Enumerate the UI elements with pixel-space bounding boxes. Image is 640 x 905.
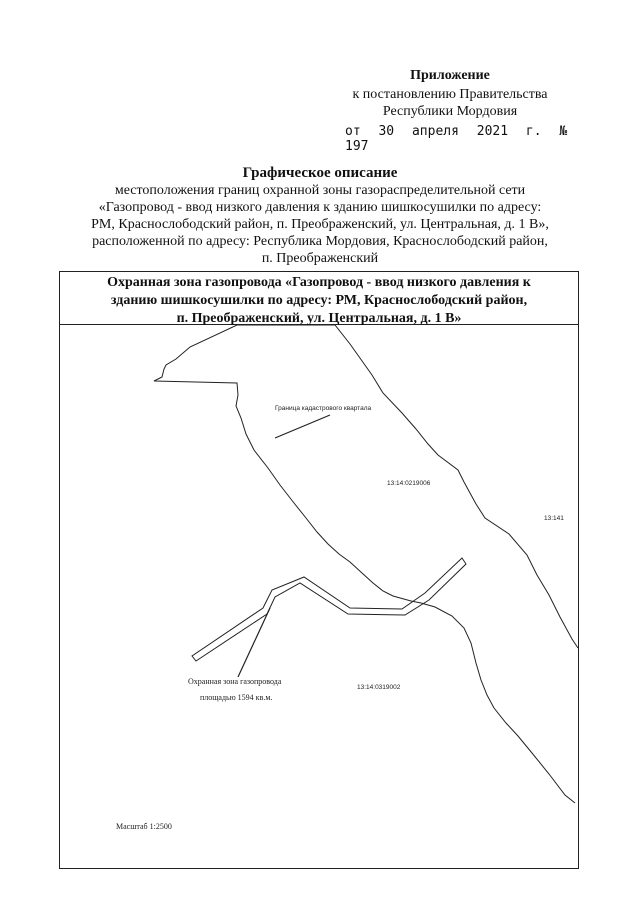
appendix-line-2: Республики Мордовия (382, 104, 518, 119)
map-scale: Масштаб 1:2500 (116, 822, 172, 831)
frame-header (60, 272, 578, 325)
header-line: Охранная зона газопровода «Газопровод - ввод низкого давления к (107, 275, 531, 290)
boundary-leader-line (275, 415, 330, 438)
cadastral-number-2: 13:141 (544, 515, 564, 522)
date-day: 30 (378, 124, 395, 139)
number-sign: № (559, 124, 568, 139)
document-number: 197 (345, 139, 369, 154)
date-month: апреля (411, 124, 459, 139)
description-line: «Газопровод - ввод низкого давления к зданию шишкосушилки по адресу: (98, 200, 542, 215)
gas-pipeline-protection-zone (192, 558, 466, 661)
boundary-label: Граница кадастрового квартала (275, 405, 372, 412)
header-line: зданию шишкосушилки по адресу: РМ, Краснослободский район, (110, 293, 528, 308)
description-line: п. Преображенский (261, 251, 379, 266)
zone-leader-line (238, 608, 270, 677)
zone-label-line-2: площадью 1594 кв.м. (200, 693, 273, 702)
appendix-date-line (345, 124, 585, 154)
cadastral-boundary-line (154, 325, 575, 803)
document-description (60, 182, 580, 267)
document-title: Графическое описание (242, 165, 398, 181)
description-line: местоположения границ охранной зоны газораспределительной сети (114, 183, 526, 198)
header-line: п. Преображенский, ул. Центральная, д. 1 В» (176, 311, 462, 326)
zone-label-line-1: Охранная зона газопровода (188, 677, 282, 686)
appendix-title: Приложение (410, 68, 490, 83)
description-line: расположенной по адресу: Республика Мордовия, Краснослободский район, (92, 234, 548, 249)
description-line: РМ, Краснослободский район, п. Преображенский, ул. Центральная, д. 1 В», (91, 217, 549, 232)
map-frame (59, 271, 579, 869)
cadastral-map (60, 325, 578, 869)
date-prefix: от (345, 124, 361, 139)
appendix-line-1: к постановлению Правительства (352, 87, 548, 102)
date-year: 2021 (476, 124, 509, 139)
date-suffix: г. (525, 124, 542, 139)
cadastral-number-1: 13:14:0219006 (387, 480, 431, 487)
cadastral-number-3: 13:14:0319002 (357, 684, 401, 691)
